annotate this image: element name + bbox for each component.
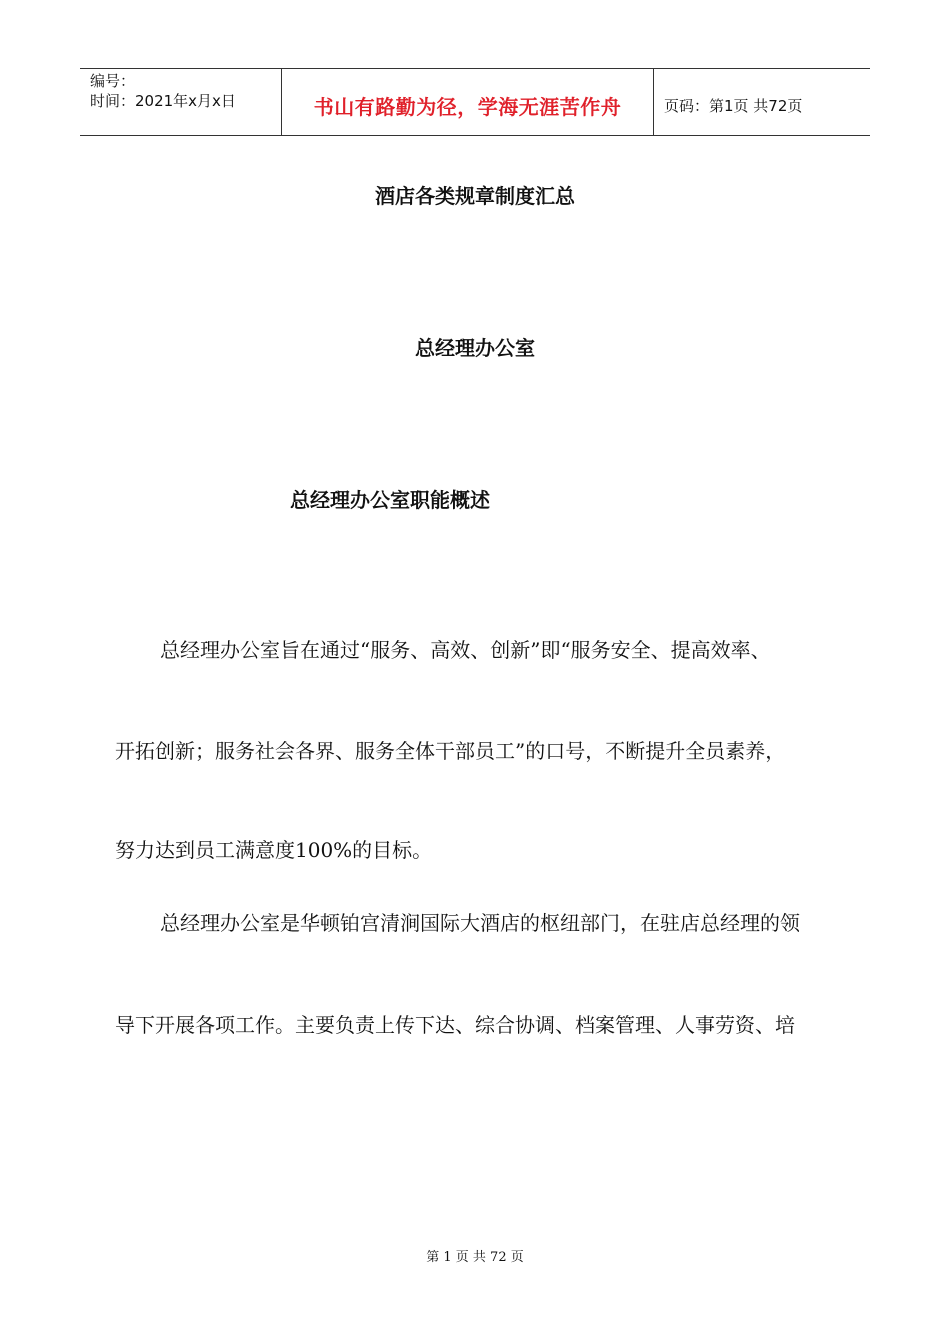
- header-table: [80, 68, 870, 136]
- time-label: 时间：2021年x月x日: [90, 92, 236, 110]
- header-motto: 书山有路勤为径，学海无涯苦作舟: [282, 69, 654, 135]
- body-line-1: 总经理办公室旨在通过“服务、高效、创新”即“服务安全、提高效率、: [160, 638, 771, 662]
- body-line-4: 总经理办公室是华顿铂宫清涧国际大酒店的枢纽部门，在驻店总经理的领: [160, 911, 800, 935]
- header-page-label: 页码：第1页 共72页: [664, 96, 803, 115]
- body-line-5: 导下开展各项工作。主要负责上传下达、综合协调、档案管理、人事劳资、培: [115, 1013, 795, 1037]
- body-line-2: 开拓创新；服务社会各界、服务全体干部员工”的口号，不断提升全员素养，: [115, 739, 786, 763]
- document-title: 酒店各类规章制度汇总: [375, 184, 575, 208]
- subsection-title: 总经理办公室职能概述: [290, 488, 490, 512]
- page-footer: 第 1 页 共 72 页: [426, 1250, 524, 1265]
- section-title: 总经理办公室: [415, 336, 535, 360]
- body-line-3: 努力达到员工满意度100%的目标。: [115, 838, 433, 862]
- number-label: 编号：: [90, 72, 136, 90]
- header-left-cell: [80, 69, 282, 135]
